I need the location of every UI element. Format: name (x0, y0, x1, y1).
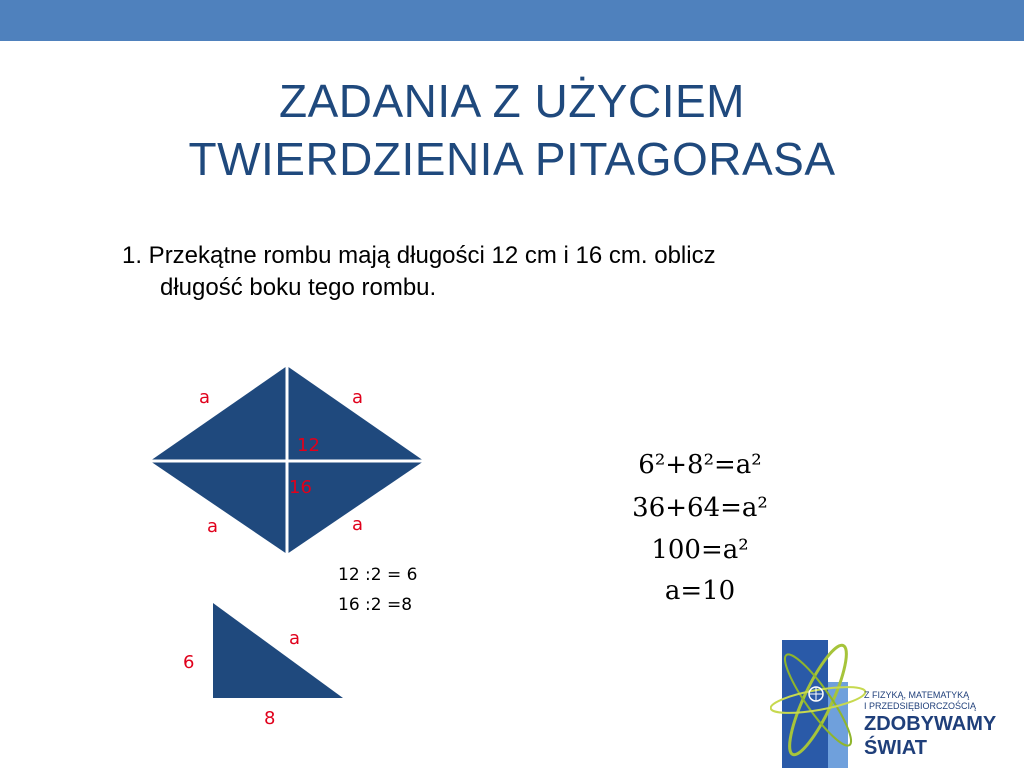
task-line-2: długość boku tego rombu. (160, 274, 437, 301)
logo-tagline-line-2: I PRZEDSIĘBIORCZOŚCIĄ (864, 701, 977, 711)
logo-wordmark (864, 712, 996, 760)
rhombus-diagonal-label-12: 12 (297, 435, 320, 456)
right-triangle-shape (213, 603, 343, 698)
rhombus-side-label-top-left: a (199, 387, 211, 408)
solution-line-4: a=10 (664, 576, 736, 606)
logo-light-block (828, 682, 848, 768)
half-calc-line-1: 12 :2 = 6 (338, 565, 418, 585)
rhombus-diagram (140, 360, 440, 560)
triangle-hypotenuse-label: a (289, 628, 301, 649)
slide-title (0, 72, 1024, 188)
task-line-1: 1. Przekątne rombu mają długości 12 cm i 16 cm. oblicz (122, 242, 716, 269)
triangle-leg-label-8: 8 (264, 708, 276, 729)
logo-tagline-line-1: Z FIZYKĄ, MATEMATYKĄ (864, 690, 970, 700)
rhombus-side-label-bottom-left: a (207, 516, 219, 537)
right-triangle-diagram (205, 598, 355, 708)
half-calc-line-2: 16 :2 =8 (338, 595, 413, 615)
solution-line-3: 100=a² (651, 535, 749, 565)
logo-tagline (864, 690, 976, 712)
rhombus-diagonal-label-16: 16 (289, 477, 312, 498)
triangle-leg-label-6: 6 (183, 652, 195, 673)
solution-line-2: 36+64=a² (632, 493, 768, 523)
slide-title-line-1: ZADANIA Z UŻYCIEM (279, 75, 745, 127)
logo-wordmark-line-2: ŚWIAT (864, 737, 927, 759)
logo-wordmark-line-1: ZDOBYWAMY (864, 713, 997, 735)
project-logo-emblem (770, 622, 870, 768)
rhombus-side-label-top-right: a (352, 387, 364, 408)
task-text (122, 240, 922, 304)
slide-title-line-2: TWIERDZIENIA PITAGORASA (188, 133, 836, 185)
top-accent-bar (0, 0, 1024, 41)
solution-line-1: 6²+8²=a² (638, 450, 762, 480)
rhombus-side-label-bottom-right: a (352, 514, 364, 535)
